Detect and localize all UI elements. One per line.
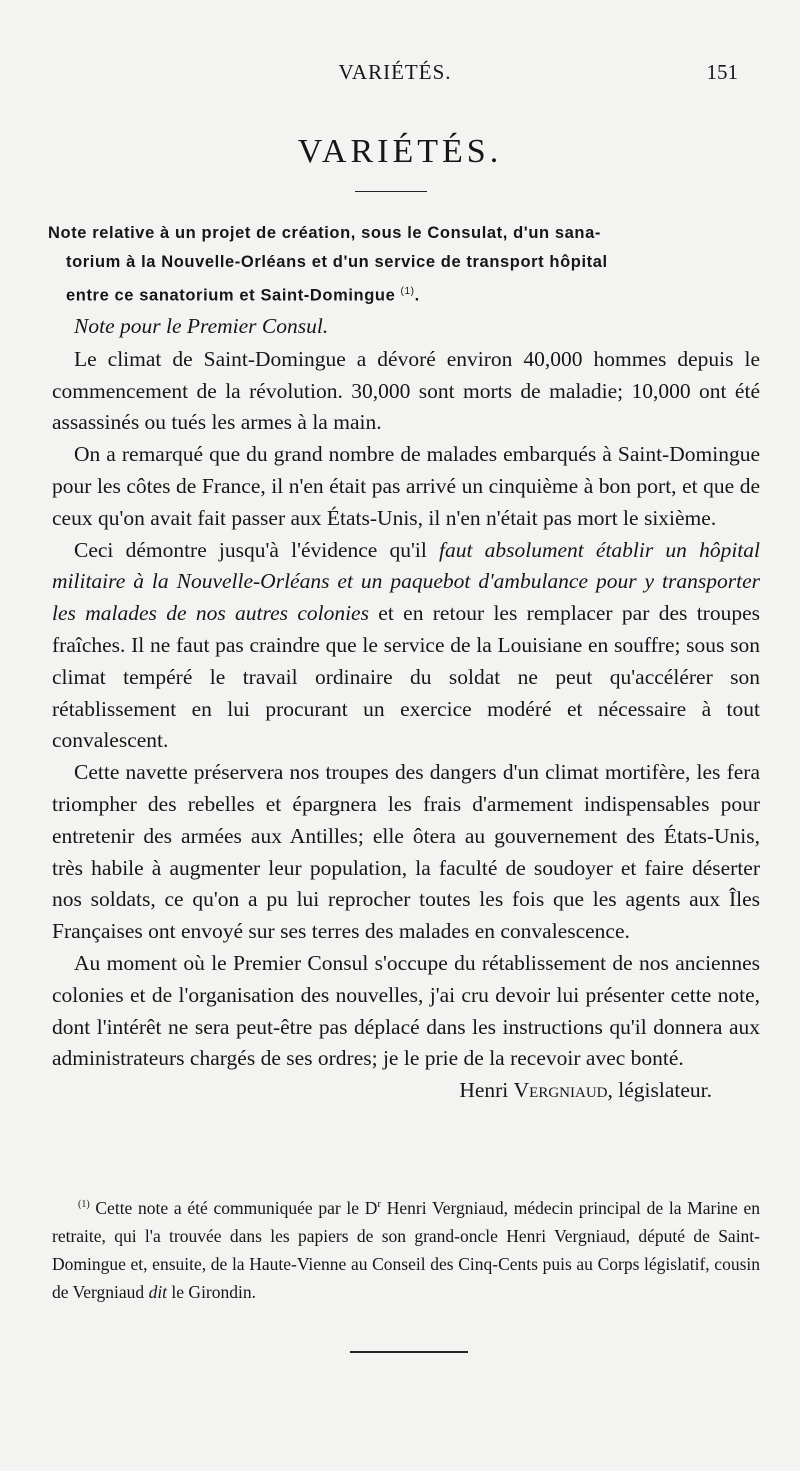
- signature-surname: Vergniaud: [513, 1078, 608, 1103]
- note-title: [48, 219, 760, 311]
- paragraph-5: Au moment où le Premier Consul s'occupe du rétablissement de nos anciennes colonies et de l'organisation des nouvelles, j'ai cru devoir lui présenter cette note, dont l'intérêt ne sera peut-être pas déplacé dans les instructions qu'il donnera aux administrateurs chargés de ses ordres; je le prie de la recevoir avec bonté.: [52, 950, 760, 1071]
- end-divider: [350, 1351, 468, 1353]
- signature: [52, 1075, 760, 1107]
- note-title-line-1: Note relative à un projet de création, sous le Consulat, d'un sana-: [48, 224, 601, 242]
- paragraph-2: On a remarqué que du grand nombre de malades embarqués à Saint-Domingue pour les côtes de France, il n'en était pas arrivé un cinquième à bon port, et que de ceux qu'on avait fait passer aux États-Unis, il n'en n'était pas mort le sixième.: [52, 442, 760, 530]
- footnote-text-a: Cette note a été communiquée par le D: [89, 1197, 378, 1218]
- paragraph-3: [52, 535, 760, 758]
- note-title-line-3-text: entre ce sanatorium et Saint-Domingue: [66, 286, 396, 305]
- section-title: VARIÉTÉS.: [297, 133, 503, 170]
- signature-role: , législateur.: [607, 1078, 712, 1103]
- paragraph-3-emphasis: faut absolument établir un hôpital militaire à la Nouvelle-Orléans et un paquebot d'ambulance pour y transporter les malades de nos autres colonies: [52, 537, 760, 626]
- paragraph-3-end: et en retour les remplacer par des troupes fraîches. Il ne faut pas craindre que le service de la Louisiane en souffre; sous son climat tempéré le travail ordinaire du soldat ne peut qu'accélérer son rétablissement en lui procurant un exercice modéré et nécessaire à tout convalescent.: [52, 601, 760, 753]
- signature-first-name: Henri: [459, 1078, 514, 1103]
- page-number: 151: [706, 60, 738, 84]
- paragraph-4: Cette navette préservera nos troupes des dangers d'un climat mortifère, les fera triompher des rebelles et épargnera les frais d'armement indispensables pour entretenir des armées aux Antilles; elle ôtera au gouvernement des États-Unis, très habile à augmenter leur population, la faculté de soudoyer et faire déserter nos soldats, ce qu'on a pu lui reprocher toutes les fois que les agents aux Îles Françaises ont envoyé sur ses terres des malades en convalescence.: [52, 760, 760, 944]
- note-title-line-2: torium à la Nouvelle-Orléans et d'un service de transport hôpital: [66, 253, 608, 271]
- footnote-text-b: Henri Vergniaud, médecin principal de la Marine en retraite, qui l'a trouvée dans les papiers de son grand-oncle Henri Vergniaud, député de Saint-Domingue et, ensuite, de la Haute-Vienne au Conseil des Cinq-Cents puis au Corps législatif, cousin de Vergniaud: [52, 1197, 760, 1302]
- footnote-text: [52, 1190, 760, 1306]
- footnote-reference: (1): [400, 286, 415, 297]
- footnote-superscript: r: [377, 1198, 382, 1210]
- body-text: [52, 311, 760, 1107]
- running-title: VARIÉTÉS.: [338, 60, 452, 84]
- running-header: [52, 60, 738, 90]
- note-title-end: .: [414, 286, 420, 305]
- footnote-mark: (1): [78, 1199, 90, 1210]
- footnote-text-c: le Girondin.: [167, 1281, 256, 1302]
- footnote: [52, 1190, 760, 1306]
- paragraph-3-start: Ceci démontre jusqu'à l'évidence qu'il: [74, 537, 439, 562]
- title-divider: [355, 191, 427, 192]
- paragraph-1: Le climat de Saint-Domingue a dévoré environ 40,000 hommes depuis le commencement de la révolution. 30,000 sont morts de maladie; 10,000 ont été assassinés ou tués les armes à la main.: [52, 346, 760, 435]
- footnote-italic: dit: [148, 1281, 168, 1302]
- note-heading: Note pour le Premier Consul.: [74, 314, 329, 338]
- note-title-line-3: [48, 277, 760, 311]
